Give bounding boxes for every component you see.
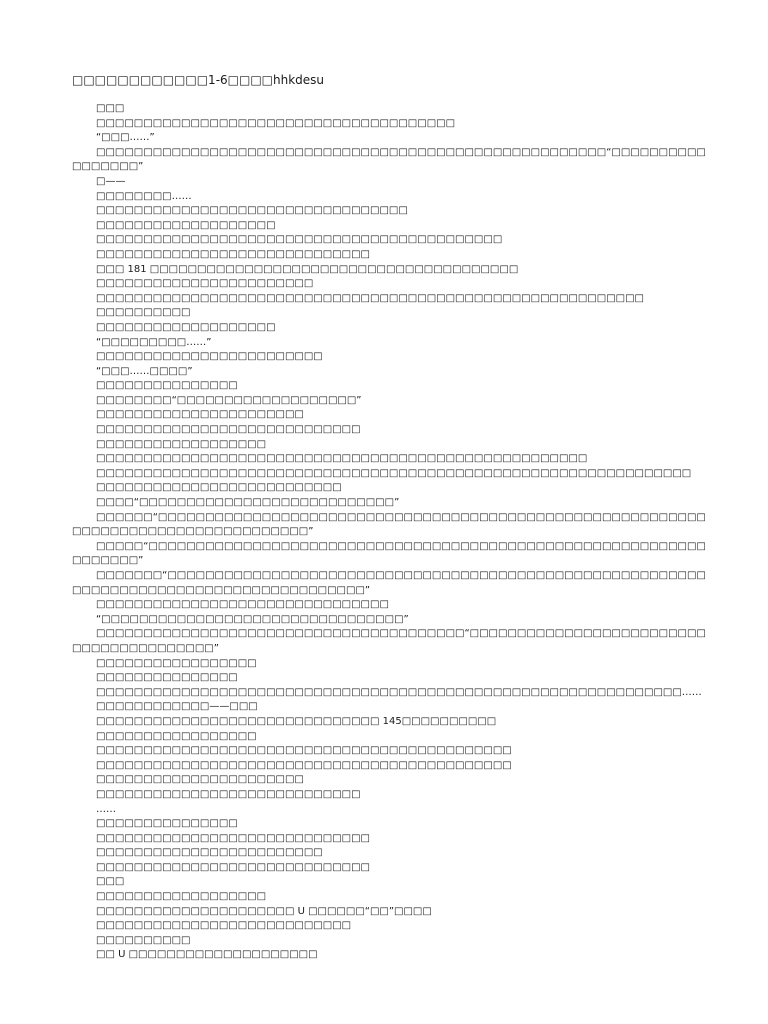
paragraph: □□□□□□□□□□□□□□□□□□□□□□□□□□□ xyxy=(96,920,352,932)
paragraph: □□□□□□□□□□□□□□□□□□□□□ U □□□□□□“□□”□□□□ xyxy=(96,905,432,917)
document-body xyxy=(72,102,712,963)
paragraph: □□□□□□□□□□□□□□□□□□ xyxy=(96,438,267,450)
paragraph: □□□ xyxy=(96,876,125,888)
paragraph: □□□□□□□□□□□□□□□□□□ xyxy=(96,891,267,903)
paragraph: □□□□□□□□□□□□□□□□□□□□□□□□□□□□□□□□□□□□□□□□□□□□□□□□□□□□□□□□□□□□□□…… xyxy=(96,686,702,698)
paragraph: □□□ 181 □□□□□□□□□□□□□□□□□□□□□□□□□□□□□□□□□□□□□□□ xyxy=(96,263,519,275)
paragraph: □□□□□□□□□□□□□□□□□□□□□□□□□□□□□ xyxy=(96,861,370,873)
paragraph: □□□□□□□□□□□□□□□□□□□□□□□□□□□□□□□□□□□□□□□“□□□□□□□□□□□□□□□□□□□□□□□□□□□□□□□□□□□□□□□□” xyxy=(72,628,706,654)
paragraph: □□□□□□□□□□□□□□□ xyxy=(96,818,238,830)
paragraph: □□□□□□□□□□□□□□□□□□□□□□□□□□□□□□□□□□□□□□□□□□□□□□□□□□□□□□□□□□ xyxy=(96,292,644,304)
paragraph: “□□□□□□□□□□□□□□□□□□□□□□□□□□□□□□□□” xyxy=(96,613,409,625)
paragraph: □□□□□□□□□□□□□□□□□□□□□□□□□□ xyxy=(96,482,342,494)
paragraph: □□□□□□□□□□ xyxy=(96,307,191,319)
paragraph: □□□□□□□□□□□□□□□□□□□□□□□□□□□□□□ 145□□□□□□□□□□ xyxy=(96,715,497,727)
paragraph: □□□□□□□□□□□□□□□□□ xyxy=(96,730,257,742)
paragraph: □□□□□□“□□□□□□□□□□□□□□□□□□□□□□□□□□□□□□□□□□□□□□□□□□□□□□□□□□□□□□□□□□□□□□□□□□□□□□□□□□□□□□□□□□□” xyxy=(72,511,706,538)
paragraph: □□□□□□□□…… xyxy=(96,190,192,202)
paragraph: □□□□□□□□□□□□□□□□□□□□□□□□□□□□□ xyxy=(96,248,370,260)
paragraph: □□□□□□□□□□□□□□□□□□□□□□□□□□□□ xyxy=(96,424,361,436)
paragraph: □□□□□□□□□□□□□□□ xyxy=(96,672,238,684)
paragraph: □□□□□□□□□□□□□□□□□□□□□□□□□□□□□□□□□□□□□□□□□□□□□□□□□□□□□□□□□□□□□□□ xyxy=(96,467,692,479)
paragraph: “□□□……” xyxy=(96,132,155,144)
paragraph: □□□□“□□□□□□□□□□□□□□□□□□□□□□□□□□□” xyxy=(96,497,400,509)
paragraph: □□□□□□□□□□□□□□□□□□□□□□□□ xyxy=(96,847,323,859)
paragraph: □□□□□□□□□□□□□□□□□□□ xyxy=(96,321,276,333)
paragraph: □□□□□□□□□□□□□□□□□□□□□□□□ xyxy=(96,351,323,363)
paragraph: □□□□□□□□□□□□□□□□□□□□□□ xyxy=(96,774,304,786)
paragraph: □□□□□□□□□□□□□□□□□ xyxy=(96,657,257,669)
paragraph: □□□□□□□□□□□□□□□□□□□□□□ xyxy=(96,409,304,421)
paragraph: …… xyxy=(96,803,116,815)
paragraph: □□□□□□□□□□□□——□□□ xyxy=(96,701,258,713)
paragraph: □□□□□□□□□□□□□□□□□□□□□□□□□□□□□ xyxy=(96,832,370,844)
paragraph: □□□□□□□□□□□□□□□□□□□□□□□□□□□□□□□□□□□□□□□□□□□□ xyxy=(96,745,512,757)
paragraph: □□□□□“□□□□□□□□□□□□□□□□□□□□□□□□□□□□□□□□□□□□□□□□□□□□□□□□□□□□□□□□□□□□□□□□□□” xyxy=(72,540,706,567)
paragraph: □—— xyxy=(96,175,126,187)
document-title: □□□□□□□□□□□□1-6□□□□hhkdesu xyxy=(72,73,325,87)
paragraph: □□□□□□□“□□□□□□□□□□□□□□□□□□□□□□□□□□□□□□□□□□□□□□□□□□□□□□□□□□□□□□□□□□□□□□□□□□□□□□□□□□□□□□□□□□□□□□□□” xyxy=(72,570,706,596)
paragraph: □□□□□□□□□□□□□□□□□□□□□□□□□□□□□□□□□ xyxy=(96,205,408,217)
paragraph: □□□ xyxy=(96,103,125,114)
paragraph: □□□□□□□□□□□□□□□□□□□□□□□ xyxy=(96,278,314,290)
paragraph: □□□□□□□□□□□□□□□□□□□ xyxy=(96,219,276,231)
paragraph: □□□□□□□□□□□□□□□□□□□□□□□□□□□□□□□□□□□□□□□□□□□□□□□□□□□□ xyxy=(96,453,588,465)
paragraph: □□□□□□□□□□□□□□□□□□□□□□□□□□□□ xyxy=(96,788,361,800)
paragraph: □□□□□□□□□□□□□□□ xyxy=(96,380,238,392)
paragraph: □□ U □□□□□□□□□□□□□□□□□□□□ xyxy=(96,949,318,961)
paragraph: □□□□□□□□“□□□□□□□□□□□□□□□□□□□” xyxy=(96,394,362,406)
paragraph: □□□□□□□□□□□□□□□□□□□□□□□□□□□□□□□ xyxy=(96,599,389,611)
paragraph: “□□□……□□□□” xyxy=(96,365,193,377)
paragraph: □□□□□□□□□□□□□□□□□□□□□□□□□□□□□□□□□□□□□□□□□□□□ xyxy=(96,759,512,771)
paragraph: “□□□□□□□□□……” xyxy=(96,336,212,348)
paragraph: □□□□□□□□□□□□□□□□□□□□□□□□□□□□□□□□□□□□□□ xyxy=(96,117,456,129)
paragraph: □□□□□□□□□□□□□□□□□□□□□□□□□□□□□□□□□□□□□□□□□□□□□□□□□□□□□□“□□□□□□□□□□□□□□□□□” xyxy=(72,146,706,173)
paragraph: □□□□□□□□□□□□□□□□□□□□□□□□□□□□□□□□□□□□□□□□□□□ xyxy=(96,234,503,246)
paragraph: □□□□□□□□□□ xyxy=(96,934,191,946)
